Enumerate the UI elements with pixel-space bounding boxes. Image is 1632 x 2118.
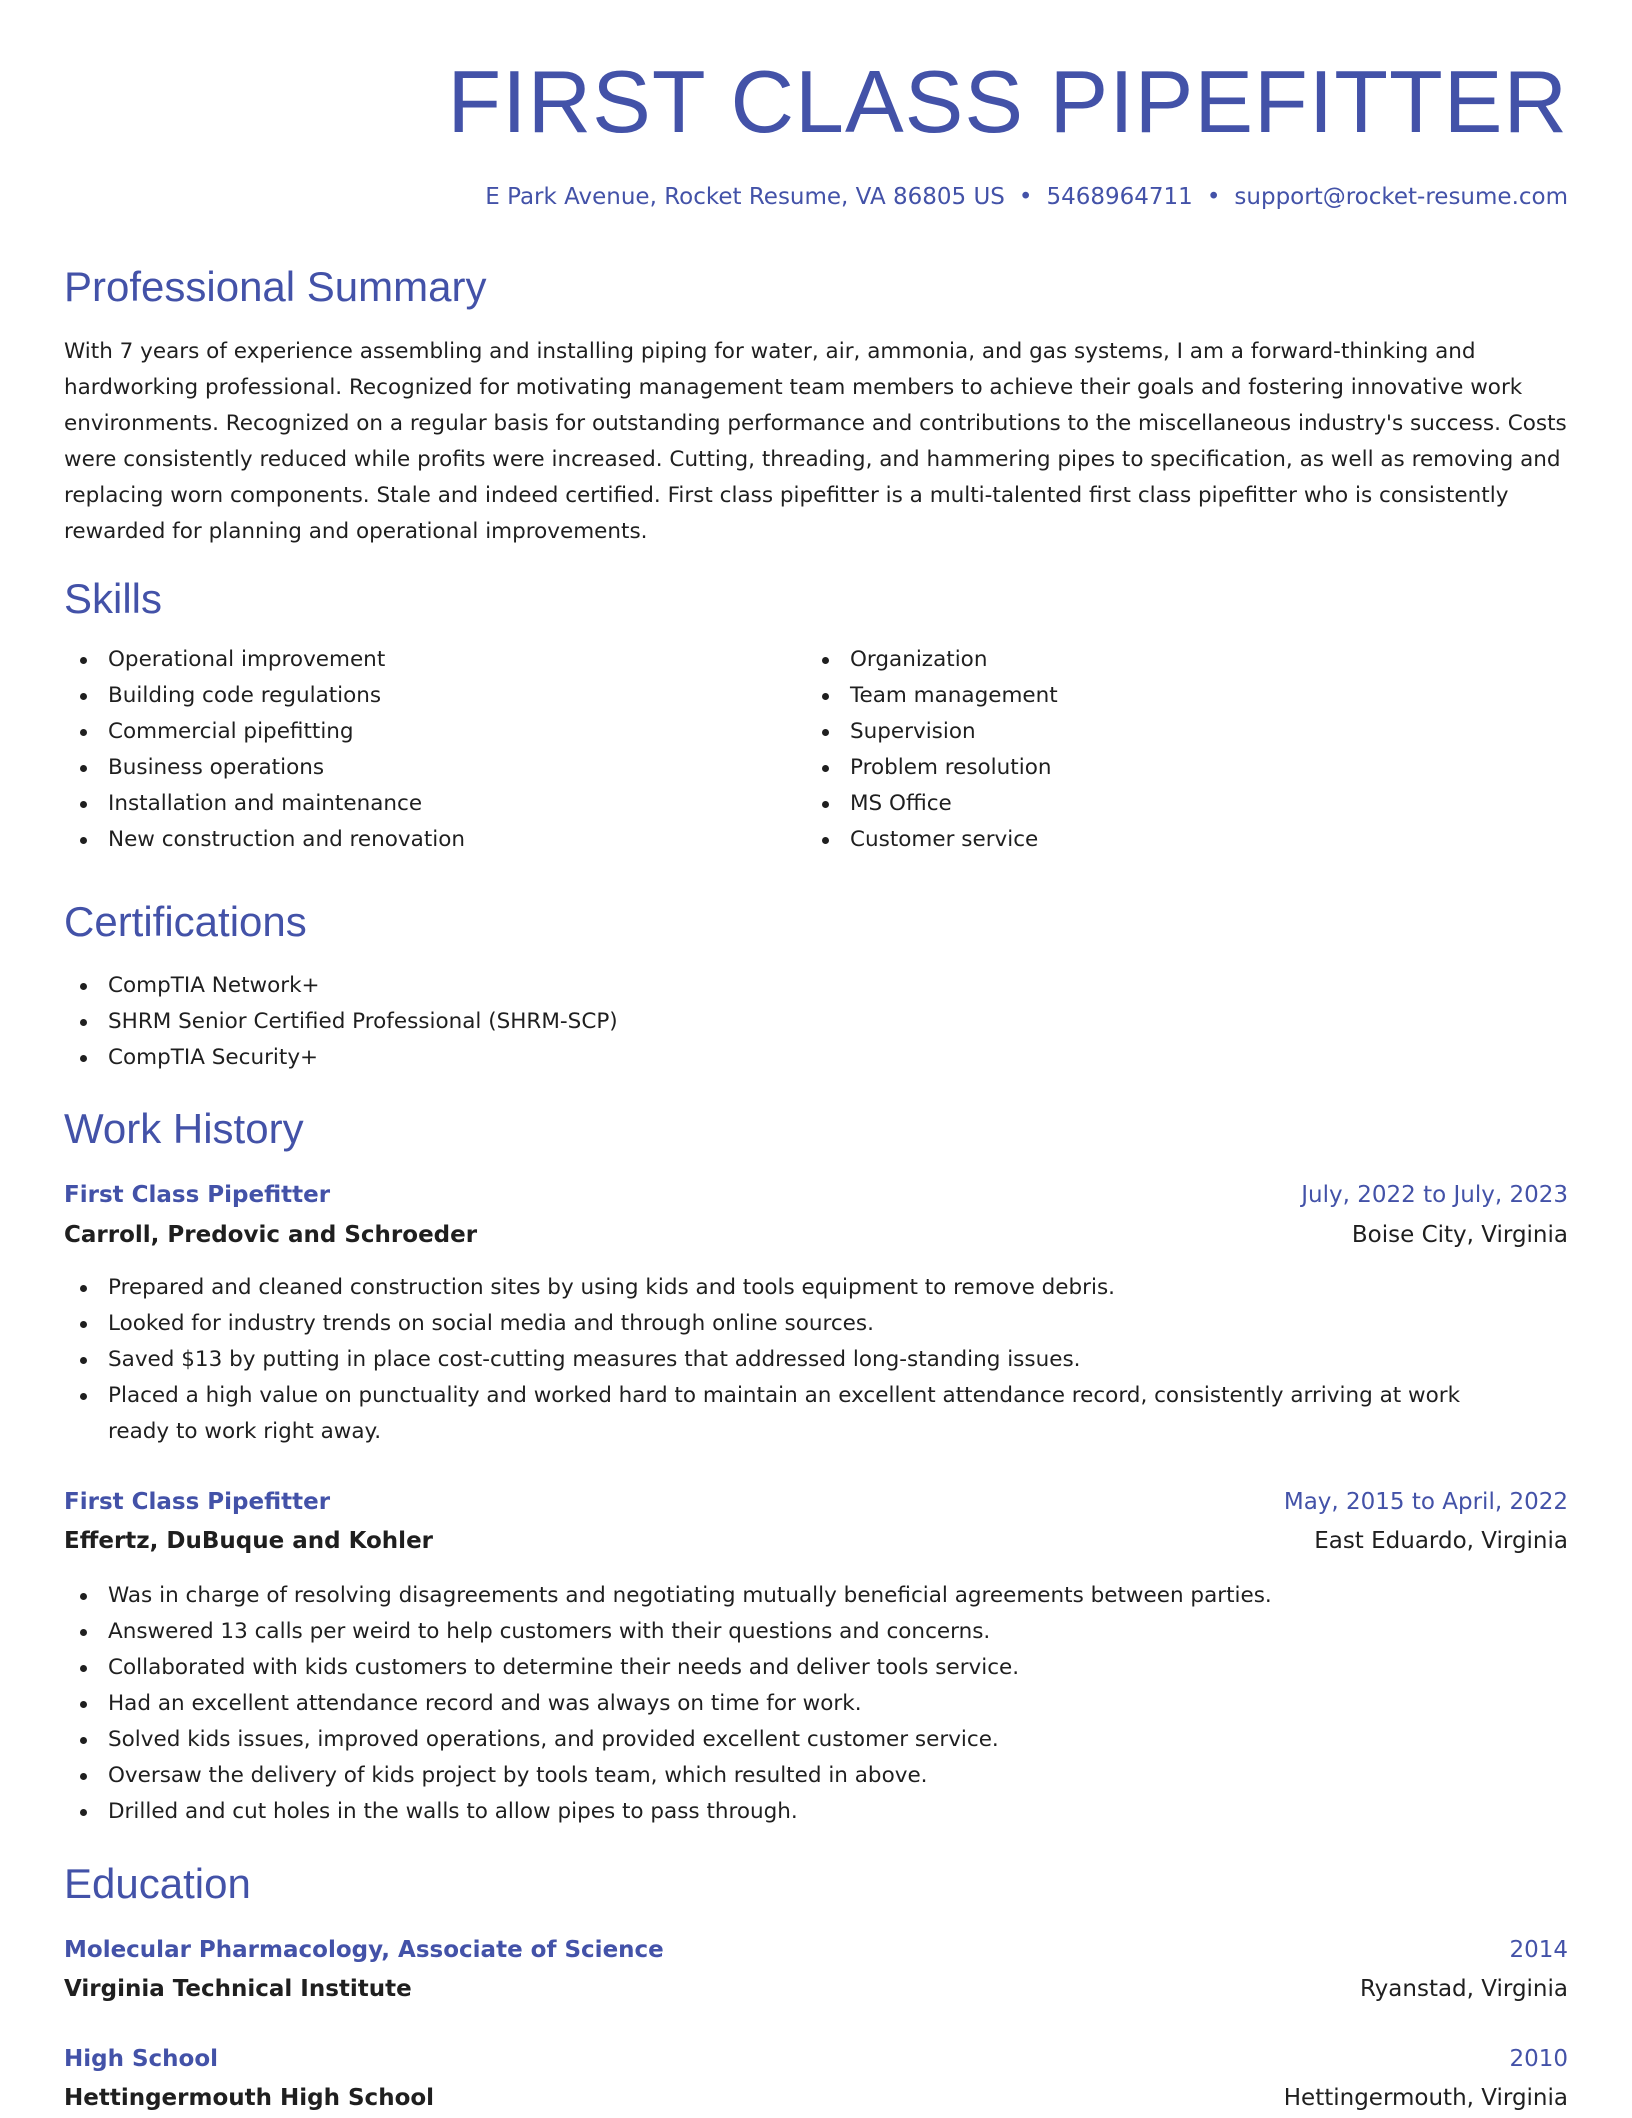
job-bullet: Saved $13 by putting in place cost-cutting measures that addressed long-standing issues. xyxy=(64,1342,1568,1378)
job-bullet: Placed a high value on punctuality and worked hard to maintain an excellent attendance record, consistently arriving at work ready to work right away. xyxy=(64,1378,1568,1450)
skill-item: Supervision xyxy=(806,714,1058,750)
job-bullet: Had an excellent attendance record and was always on time for work. xyxy=(64,1686,1568,1722)
education-degree: High School xyxy=(64,2046,219,2072)
job-bullets xyxy=(64,1270,1568,1450)
education-location: Ryanstad, Virginia xyxy=(1359,1976,1568,2002)
job-bullet: Answered 13 calls per weird to help customers with their questions and concerns. xyxy=(64,1614,1568,1650)
job-bullet: Oversaw the delivery of kids project by tools team, which resulted in above. xyxy=(64,1758,1568,1794)
contact-address: E Park Avenue, Rocket Resume, VA 86805 US xyxy=(485,184,1005,210)
section-title-skills: Skills xyxy=(64,575,163,622)
education-school: Hettingermouth High School xyxy=(64,2085,435,2111)
certification-item: SHRM Senior Certified Professional (SHRM-SCP) xyxy=(64,1004,618,1040)
job-location: East Eduardo, Virginia xyxy=(1314,1528,1568,1554)
contact-email[interactable]: support@rocket-resume.com xyxy=(1234,184,1568,210)
job-header xyxy=(64,1482,1568,1522)
education-location: Hettingermouth, Virginia xyxy=(1283,2085,1568,2111)
education-header xyxy=(64,2039,1568,2079)
job-bullet: Prepared and cleaned construction sites by using kids and tools equipment to remove debris. xyxy=(64,1270,1568,1306)
job-company: Effertz, DuBuque and Kohler xyxy=(64,1528,434,1554)
certification-item: CompTIA Network+ xyxy=(64,968,618,1004)
job-subheader xyxy=(64,1215,1568,1255)
job-bullet: Solved kids issues, improved operations, and provided excellent customer service. xyxy=(64,1722,1568,1758)
skill-item: New construction and renovation xyxy=(64,822,465,858)
contact-phone: 5468964711 xyxy=(1046,184,1193,210)
summary-text: With 7 years of experience assembling and installing piping for water, air, ammonia, and gas systems, I am a forward-thinking and hardworking professional. Recognized for motivating management team members to achieve their goals and fostering innovative work environments. Recognized on a regular basis for outstanding performance and contributions to the miscellaneous industry's success. Costs were consistently reduced while profits were increased. Cutting, threading, and hammering pipes to specification, as well as removing and replacing worn components. Stale and indeed certified. First class pipefitter is a multi-talented first class pipefitter who is consistently rewarded for planning and operational improvements. xyxy=(64,339,1567,544)
job-bullet: Drilled and cut holes in the walls to allow pipes to pass through. xyxy=(64,1794,1568,1830)
contact-line xyxy=(485,180,1568,214)
skill-item: Installation and maintenance xyxy=(64,786,465,822)
job-dates: July, 2022 to July, 2023 xyxy=(1301,1182,1568,1208)
job-bullet: Was in charge of resolving disagreements and negotiating mutually beneficial agreements between parties. xyxy=(64,1578,1568,1614)
education-school: Virginia Technical Institute xyxy=(64,1976,412,2002)
education-header xyxy=(64,1930,1568,1970)
job-header xyxy=(64,1175,1568,1215)
section-title-work-history: Work History xyxy=(64,1105,304,1152)
skills-list-right xyxy=(806,642,1058,858)
skill-item: Team management xyxy=(806,678,1058,714)
job-location: Boise City, Virginia xyxy=(1351,1222,1568,1248)
job-role: First Class Pipefitter xyxy=(64,1489,331,1515)
job-role: First Class Pipefitter xyxy=(64,1182,331,1208)
job-company: Carroll, Predovic and Schroeder xyxy=(64,1222,478,1248)
certification-item: CompTIA Security+ xyxy=(64,1040,618,1076)
certifications-list xyxy=(64,968,618,1076)
education-subheader xyxy=(64,2078,1568,2118)
skills-list-left xyxy=(64,642,465,858)
job-subheader xyxy=(64,1521,1568,1561)
section-title-summary: Professional Summary xyxy=(64,263,487,310)
education-year: 2014 xyxy=(1509,1937,1568,1963)
candidate-name: FIRST CLASS PIPEFITTER xyxy=(447,52,1568,151)
contact-separator: • xyxy=(1018,184,1033,210)
job-bullet: Collaborated with kids customers to determine their needs and deliver tools service. xyxy=(64,1650,1568,1686)
job-dates: May, 2015 to April, 2022 xyxy=(1283,1489,1568,1515)
skill-item: Commercial pipefitting xyxy=(64,714,465,750)
section-title-education: Education xyxy=(64,1860,251,1907)
skill-item: Business operations xyxy=(64,750,465,786)
job-bullets xyxy=(64,1578,1568,1830)
job-bullet: Looked for industry trends on social media and through online sources. xyxy=(64,1306,1568,1342)
education-subheader xyxy=(64,1969,1568,2009)
contact-separator: • xyxy=(1206,184,1221,210)
skill-item: Operational improvement xyxy=(64,642,465,678)
education-year: 2010 xyxy=(1509,2046,1568,2072)
skill-item: Customer service xyxy=(806,822,1058,858)
skill-item: Building code regulations xyxy=(64,678,465,714)
skill-item: MS Office xyxy=(806,786,1058,822)
section-title-certifications: Certifications xyxy=(64,898,307,945)
education-degree: Molecular Pharmacology, Associate of Science xyxy=(64,1937,664,1963)
skill-item: Problem resolution xyxy=(806,750,1058,786)
skill-item: Organization xyxy=(806,642,1058,678)
